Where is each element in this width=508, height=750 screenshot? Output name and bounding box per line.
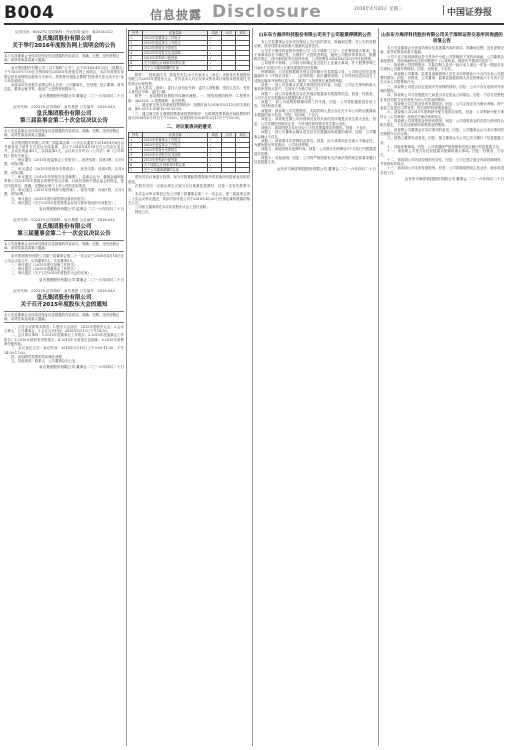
issue-date: 2016年4月20日 星期三 [354,7,403,12]
table-cell: 关于公司董事薪酬的议案 [142,66,208,71]
table-cell: √ [208,66,222,71]
table-cell: 2015年度财务决算报告 [142,148,208,153]
table-row [129,66,250,71]
table-cell [222,168,236,173]
paragraph: 五、请说明公司主营业务的发展情况。回复：公司主营业务为海水养殖、海产品加工及进出口贸易等，报告期内经营情况稳定。 [380,101,504,111]
table-cell [222,66,236,71]
paragraph: 问题四：请说明公司控股股东、实际控制人是否存在关于本公司的应披露而未披露的重大信息。回复：经问询，不存在。 [254,108,376,118]
paragraph: 股东对总议案进行投票，视为对除累积投票提案外的其他所有提案表达相同意见。 [128,175,250,184]
table-header-cell: 议案名称 [142,133,208,138]
table-cell: √ [208,168,222,173]
paragraph: 十三、请说明公司未来发展规划。回复：公司将继续围绕主营业务，稳步推进各项工作。 [380,166,504,175]
announcement-notice: 本公司及董事会全体成员保证信息披露的内容真实、准确、完整，没有虚假记载、误导性陈述或重大遗漏。 [4,311,124,323]
table-cell: 2015年度利润分配预案 [142,56,208,61]
table-cell: 7 [129,168,143,173]
announcement-subtitle: 第三届董事会第二十一次会议决议公告 [17,231,111,238]
paragraph: 四、审议通过《2015年度利润分配预案》。表决结果：同意3票，反对0票，弃权0票。 [4,188,124,197]
paragraph: 问题二：请公司说明是否存在其他应披露而未披露的信息。回复：经核查，公司不存在应披露而未披露的重大信息。 [254,91,376,100]
paragraph: 公司独立董事将在本次年度股东大会上进行述职。 [135,205,210,210]
paragraph: 皇氏集团股份有限公司第三届董事会第二十一次会议于2016年4月18日在公司会议室召开，应到董事9人，实到董事9人。 [4,254,124,263]
resolution-table [128,30,250,71]
announcement-notice: 本公司及监事会全体成员保证信息披露的内容真实、准确、完整，没有虚假记载、误导性陈述或重大遗漏。 [4,127,124,139]
announcement-subtitle: 关于召开2015年度股东大会的通知 [20,301,108,308]
column-2 [128,28,250,746]
table-cell: √ [208,158,222,163]
paragraph: 十二、请说明公司内部控制的有效性。回复：公司已建立健全内部控制制度，并得到有效执行。 [380,157,504,167]
table-cell [236,168,250,173]
paragraph: 附件一：参加网络投票的具体操作流程。一、网络投票的程序：1.投票代码：362329；2.投票简称：皇氏投票。 [128,94,250,103]
newspaper-brand: 中国证券报 [447,8,493,18]
table-cell: 1 [129,36,143,41]
table-cell: 2015年度财务决算报告 [142,46,208,51]
announcement-signature: 山东东方海洋科技股份有限公司 董事会 二〇一六年四月二十日 [404,176,504,181]
announcement-code: 证券代码：002329 证券简称：皇氏集团 公告编号：2016-043 [13,104,115,109]
paragraph: 问题八：请说明本次停牌的必要性。回复：由于该事项存在重大不确定性，为避免股价异常波动，公司申请停牌。 [254,138,376,148]
announcement-notice: 本公司及董事会全体成员保证信息披露的内容真实、准确、完整，没有虚假记载、误导性陈述或重大遗漏。 [4,52,124,64]
paragraph: 九、请独立董事发表意见。回复：独立董事认为公司已充分履行了信息披露义务。 [380,136,504,145]
table-cell: 3 [129,148,143,153]
paragraph: 七、请说明公司募集资金的使用情况。回复：公司募集资金的存放与使用符合相关规定，不存在违规使用募集资金的情形。 [380,119,504,128]
table-cell: √ [208,51,222,56]
paragraph: 三、请说明公司是否存在违规对外担保的情形。回复：公司不存在违规对外担保的情形。 [380,84,504,93]
column-divider [252,28,253,746]
table-row [129,168,250,173]
brand-divider [443,5,444,15]
table-cell: 2015年度监事会工作报告 [142,143,208,148]
announcement [4,218,124,282]
table-cell: 3 [129,46,143,51]
announcement-signature: 皇氏集团股份有限公司 监事会 二〇一六年四月二十日 [39,207,124,212]
paragraph: 三、会议登记方法：登记时间：2016年5月10日上午9:00-11:30，下午14:30-17:00。 [4,346,124,355]
paragraph: 委托人签名（盖章）：委托人身份证号码：委托人持股数：受托人签名：受托人身份证号码：委托日期： [128,85,250,95]
paragraph: 一、召开会议的基本情况：1.股东大会届次：2015年度股东大会；2.会议召集人：公司董事会；3.会议召开时间：2016年5月12日下午14:30。 [4,324,124,334]
table-cell: 2015年度董事会工作报告 [142,138,208,143]
table-header-cell: 同意 [208,31,222,36]
table-cell: 7 [129,66,143,71]
table-header-cell: 弃权 [236,133,250,138]
table-cell: 2015年年度报告及其摘要 [142,153,208,158]
paragraph: 一、审议通过《2015年度总经理工作报告》。 [11,262,81,267]
announcement [4,105,124,212]
paragraph: 一、审议通过《2015年度监事会工作报告》。表决结果：同意3票，反对0票，弃权0票。 [4,157,124,167]
paragraph: 三、通过深交所互联网投票系统投票的程序：互联网投票系统开始投票的时间为2016年5月11日下午15:00，结束时间为2016年5月12日下午15:00。 [128,111,250,120]
table-header-cell: 反对 [222,31,236,36]
paragraph: 四、请说明公司与控股股东之间是否存在资金占用情况。回复：不存在控股股东及其关联方非经营性占用公司资金的情形。 [380,93,504,102]
table-header-cell: 序号 [129,133,143,138]
paragraph: 公司债券不停牌。公司将尽快确定是否进行上述重大事项，并于股票停牌之日起5个交易日内公告事项进展情况后复牌。 [254,61,376,70]
paragraph: 山东东方海洋科技股份有限公司（以下简称“公司”）正在筹划重大事项，鉴于该事项存在不确定性，为维护广大投资者利益，避免公司股价异常波动，根据相关规定，经向深圳证券交易所申请，公司股票自2016年4月20日开市起停牌。 [254,48,376,62]
paragraph: 问题五：请说明近期公司经营情况及内外部经营环境是否发生重大变化。回复：公司近期经营情况正常，内外部经营环境未发生重大变化。 [254,117,376,126]
paragraph: 公司于近日收到深圳证券交易所中小板公司管理部下发的问询函，公司董事会高度重视，对问询函所关注的问题进行了认真核查，现将有关情况回复如下： [380,54,504,63]
section-title-en: Disclosure [212,2,322,22]
announcement-title: 皇氏集团股份有限公司 [36,36,92,42]
paragraph: 二、通过深交所交易系统投票的程序：投票时间为2016年5月12日的交易时间，即9:30-11:30和13:00-15:00。 [128,103,250,112]
table-header-cell: 序号 [129,31,143,36]
announcement-subtitle: 关于举行2016年度报告网上说明会的公告 [12,43,116,49]
paragraph: 问题三：请公司说明停牌期间的工作安排。回复：公司将积极推进各项工作，尽快形成方案。 [254,100,376,109]
table-cell: 关于续聘会计师事务所的议案 [142,61,208,66]
column-3 [254,28,376,746]
paragraph: 本公司及董事会全体成员保证公告内容的真实、准确和完整，对公告的虚假记载、误导性陈述或者重大遗漏负连带责任。 [254,40,376,49]
paragraph: 皇氏集团股份有限公司第三届监事会第二十次会议通知于2016年4月8日以书面及电子邮件方式送达全体监事，会议于2016年4月18日在公司会议室召开，会议应到监事3人，实到监事3人，会议的召开符合《公司法》和《公司章程》的有关规定。 [4,140,124,158]
table-header-cell: 议案名称 [142,31,208,36]
announcement-title: 皇氏集团股份有限公司 [36,224,92,231]
table-cell: 2015年度监事会工作报告 [142,41,208,46]
table-cell: √ [208,153,222,158]
table-cell: 关于公司董事薪酬的议案 [142,168,208,173]
table-header-cell: 弃权 [236,31,250,36]
table-cell: 1 [129,138,143,143]
paragraph: 皇氏集团股份有限公司（以下简称“公司”）定于2016年4月22日（星期五）下午15:00-17:00在全景网举办2016年年度报告网上说明会，本次年度报告说明会将采用网络远程的方式举行，投资者可登陆全景网“投资者关系互动平台”参与本次说明会。 [4,66,124,83]
table-cell: √ [208,56,222,61]
paragraph: 出席本次年度报告说明会的人员有：公司董事长、总经理、独立董事、财务总监、董事会秘书等。欢迎广大投资者积极参与。 [4,83,124,92]
announcement-code: 证券代码：002329 证券简称：皇氏集团 公告编号：2016-042 [13,218,115,223]
paragraph: 六、审议通过《关于2015年度募集资金存放与使用情况的专项报告》。 [11,200,118,205]
announcement-title: 山东东方海洋科技股份有限公司关于公司股票停牌的公告 [258,33,372,38]
table-cell: √ [208,148,222,153]
paragraph: 十一、请说明公司是否存在应披露未披露的重大事项。回复：经核查，不存在。 [380,149,504,158]
resolution-table [128,132,250,173]
table-cell: √ [208,138,222,143]
table-header-cell: 反对 [222,133,236,138]
paragraph: 本公司及董事会全体成员保证信息披露内容的真实、准确和完整，没有虚假记载、误导性陈述或重大遗漏。 [380,46,504,55]
table-cell: 2015年度董事会工作报告 [142,36,208,41]
table-cell: 关于续聘会计师事务所的议案 [142,163,208,168]
table-cell: 6 [129,163,143,168]
table-cell: 4 [129,51,143,56]
page-number: B004 [4,3,55,23]
paragraph: 二、会议审议事项：1.2015年度董事会工作报告；2.2015年度监事会工作报告；3.2015年度财务决算报告；4.2015年年度报告及摘要；5.2015年度利润分配预案。 [4,333,124,346]
table-cell: √ [208,61,222,66]
paragraph: 八、请说明公司董事会对本次事项的意见。回复：公司董事会认为本次事项的决策程序合法合规。 [380,127,504,136]
table-cell: 4 [129,153,143,158]
paragraph: 三、审议通过《2015年年度报告及其摘要》。监事会认为：董事会编制和审核公司2015年年度报告的程序符合法律、行政法规和中国证监会的规定，报告内容真实、准确、完整地反映了上市公司的实际情况。 [4,175,124,188]
announcement-signature: 皇氏集团股份有限公司 董事会 二〇一六年四月二十日 [39,93,124,98]
masthead [0,0,508,24]
paragraph: 问题七：请公司董事会确认是否存在应披露而未披露的事项。回复：公司董事会确认不存在。 [254,130,376,139]
paragraph: 停牌期间，公司将根据相关规定及时履行信息披露义务。公司指定的信息披露媒体为《中国证券报》、《证券时报》和巨潮资讯网，公司所有信息均以在上述指定媒体刊登的信息为准。敬请广大投资者注意投资风险。 [254,70,376,83]
paragraph: 问题六：请说明是否存在违反公平信息披露规定的情形。回复：不存在。 [261,125,370,130]
section-title-cn: 信息披露 [150,8,203,22]
table-cell: 2015年度利润分配预案 [142,158,208,163]
table-cell: √ [208,163,222,168]
section-heading: 二、对议案表决的意见 [166,125,212,131]
table-cell: √ [208,46,222,51]
column-4 [380,28,504,746]
paragraph: 问题十：其他说明。回复：公司将严格按照有关法律法规的规定和要求履行信息披露义务。 [254,156,376,165]
header-rule [4,23,504,25]
paragraph: 附件二：授权委托书。兹委托先生/女士代表本人（单位）出席皇氏集团股份有限公司2015年度股东大会，并代表本人对会议审议的各项议案按本授权委托书的指示行使投票。 [128,73,250,86]
table-cell: √ [208,143,222,148]
announcement-signature: 山东东方海洋科技股份有限公司 董事会 二〇一六年四月二十日 [276,166,376,171]
paragraph: 五、其他事项：联系人：公司董事会办公室。 [11,359,79,364]
column-divider [378,28,379,746]
table-cell: 2 [129,41,143,46]
paragraph: 二、审议通过《2015年度董事会工作报告》。 [11,267,81,272]
table-cell: 5 [129,158,143,163]
paragraph: 二、审议通过《2015年度财务决算报告》。表决结果：同意3票，反对0票，弃权0票。 [4,166,124,175]
announcement-signature: 皇氏集团股份有限公司 董事会 二〇一六年四月二十日 [39,365,124,370]
announcement-notice: 本公司及董事会全体成员保证信息披露的内容真实、准确、完整，没有虚假记载、误导性陈述或重大遗漏。 [4,240,124,252]
announcement [4,30,124,99]
table-cell: 5 [129,56,143,61]
paragraph: 五、审议通过《2015年度内部控制自我评价报告》。 [11,196,91,201]
announcement-code: 证券代码：002329 证券简称：皇氏集团 公告编号：2016-044 [13,288,115,293]
paragraph: 六、请说明公司2015年度利润分配方案的合规性。回复：公司利润分配方案符合《公司章程》及相关法律法规的规定。 [380,110,504,119]
paragraph: 本次会议审议事项已经公司第三届董事会第二十一次会议、第三届监事会第二十次会议审议通过，具体内容详见公司于2016年4月20日在指定媒体披露的相关公告。 [128,192,250,206]
paragraph: 在股东对同一议案出现总议案与分议案重复投票时，以第一次有效投票为准。 [128,183,250,193]
announcement [4,289,124,371]
paragraph: 问题一：请公司说明本次重大事项的具体内容。回复：公司正在筹划的重大事项涉及购买资产，交易对方为独立第三方。 [254,82,376,92]
paragraph: 十、其他说明事项。回复：公司将继续严格按照相关规定履行信息披露义务。 [387,144,503,149]
announcement-subtitle: 第三届监事会第二十次会议决议公告 [19,117,108,124]
table-cell: 2015年年度报告及其摘要 [142,51,208,56]
column-divider [126,28,127,746]
table-header-cell: 同意 [208,133,222,138]
paragraph: 一、请说明公司控股股东、实际控制人及其一致行动人最近一年及一期是否存在减持公司股份的情形。回复：经核查，不存在。 [380,63,504,72]
column-1 [4,28,124,746]
table-cell: 2 [129,143,143,148]
table-cell: √ [208,41,222,46]
announcement-title: 皇氏集团股份有限公司 [36,110,92,117]
table-cell: √ [208,36,222,41]
paragraph: 三、审议通过《关于召开2015年度股东大会的议案》。 [11,271,95,276]
paragraph: 二、请说明公司董事、监事及高级管理人员在本次停牌前六个月内买卖公司股票的情况。回复：经核查，公司董事、监事及高级管理人员在停牌前六个月内不存在买卖公司股票的行为。 [380,71,504,85]
announcement-signature: 皇氏集团股份有限公司 董事会 二〇一六年四月二十日 [39,277,124,282]
announcement-code: 证券代码：600270 证券简称：外运发展 编号：临2016-022 [15,30,113,34]
announcement-title: 皇氏集团股份有限公司 [36,294,92,301]
paragraph: 特此公告。 [135,209,152,214]
paragraph: 问题九：请说明预计复牌时间。回复：公司预计在停牌后5个交易日内披露进展并复牌。 [254,147,376,156]
announcement-title: 山东东方海洋科技股份有限公司关于深圳证券交易所问询函的回复公告 [381,33,503,44]
table-cell: 6 [129,61,143,66]
paragraph: 四、参加网络投票的具体操作流程。 [11,354,66,359]
table-cell [236,66,250,71]
